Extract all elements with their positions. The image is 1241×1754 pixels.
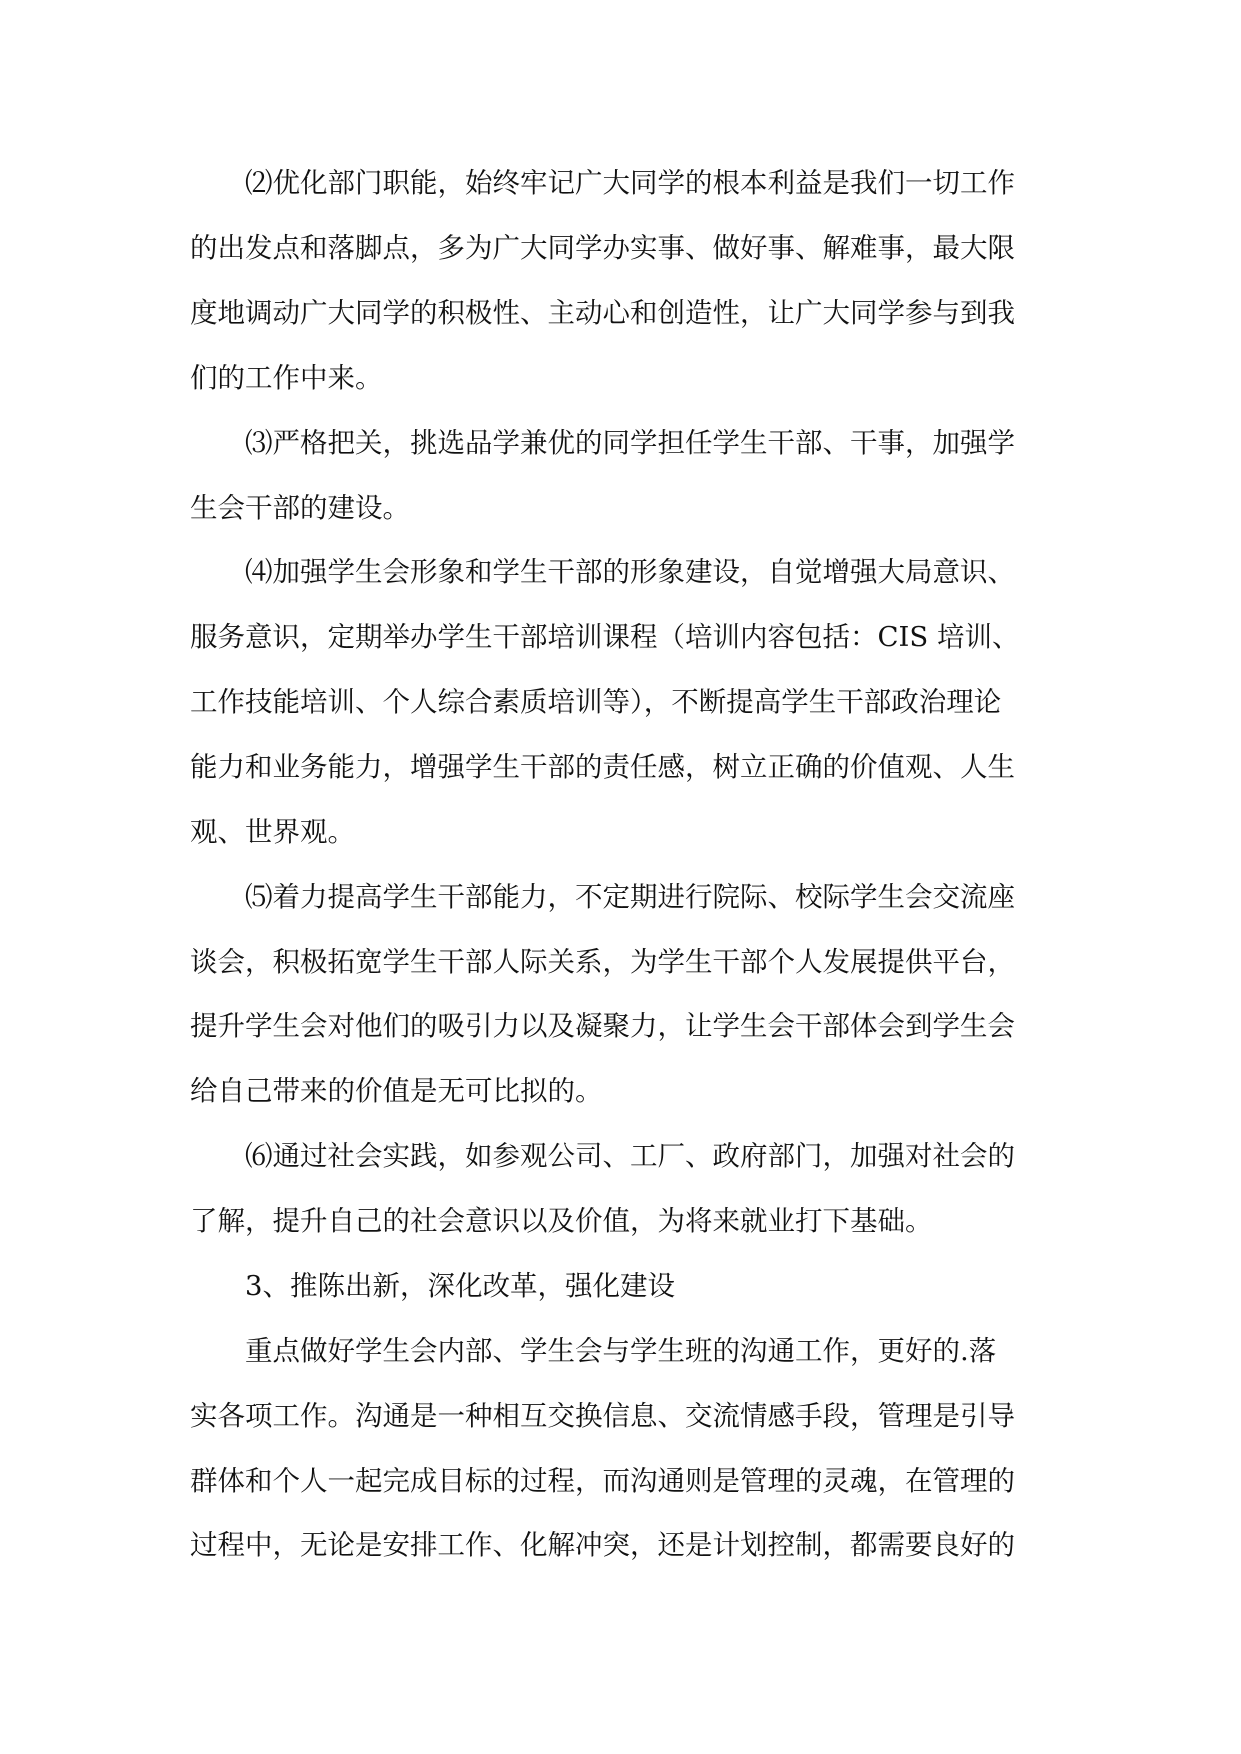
paragraph-line: 的出发点和落脚点，多为广大同学办实事、做好事、解难事，最大限 <box>190 232 1015 264</box>
paragraph-line: 观、世界观。 <box>190 816 355 848</box>
paragraph-line: 能力和业务能力，增强学生干部的责任感，树立正确的价值观、人生 <box>190 751 1015 783</box>
paragraph-line: 了解，提升自己的社会意识以及价值，为将来就业打下基础。 <box>190 1205 933 1237</box>
paragraph-line: ⑸着力提高学生干部能力，不定期进行院际、校际学生会交流座 <box>245 881 1015 913</box>
paragraph-line: ⑹通过社会实践，如参观公司、工厂、政府部门，加强对社会的 <box>245 1140 1015 1172</box>
paragraph-line: 实各项工作。沟通是一种相互交换信息、交流情感手段，管理是引导 <box>190 1400 1015 1432</box>
paragraph-line: ⑷加强学生会形象和学生干部的形象建设，自觉增强大局意识、 <box>245 556 1015 588</box>
paragraph-line: 过程中，无论是安排工作、化解冲突，还是计划控制，都需要良好的 <box>190 1529 1015 1561</box>
paragraph-line: 重点做好学生会内部、学生会与学生班的沟通工作，更好的.落 <box>245 1335 997 1367</box>
paragraph-line: 谈会，积极拓宽学生干部人际关系，为学生干部个人发展提供平台， <box>190 946 1015 978</box>
section-heading: 3、推陈出新，深化改革，强化建设 <box>245 1270 675 1302</box>
paragraph-line: 们的工作中来。 <box>190 362 383 394</box>
paragraph-line: 度地调动广大同学的积极性、主动心和创造性，让广大同学参与到我 <box>190 297 1015 329</box>
paragraph-line: 服务意识，定期举办学生干部培训课程（培训内容包括：CIS 培训、 <box>190 621 1020 653</box>
paragraph-line: 给自己带来的价值是无可比拟的。 <box>190 1075 603 1107</box>
paragraph-line: 工作技能培训、个人综合素质培训等），不断提高学生干部政治理论 <box>190 686 1002 718</box>
paragraph-line: ⑶严格把关，挑选品学兼优的同学担任学生干部、干事，加强学 <box>245 427 1015 459</box>
paragraph-line: ⑵优化部门职能，始终牢记广大同学的根本利益是我们一切工作 <box>245 167 1015 199</box>
paragraph-line: 生会干部的建设。 <box>190 492 410 524</box>
paragraph-line: 群体和个人一起完成目标的过程，而沟通则是管理的灵魂，在管理的 <box>190 1465 1015 1497</box>
paragraph-line: 提升学生会对他们的吸引力以及凝聚力，让学生会干部体会到学生会 <box>190 1010 1015 1042</box>
